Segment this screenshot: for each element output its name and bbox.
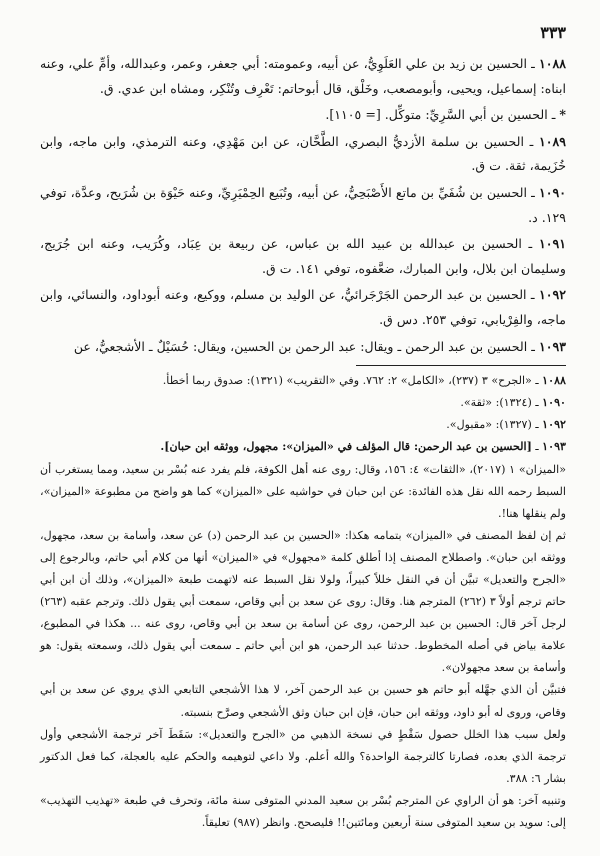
entry-number: ١٠٩١ [538,236,566,252]
main-entries [40,52,566,359]
footnote-text: «الميزان» ١ (٢٠١٧)، «الثقات» ٤: ١٥٦، وقال: روى عنه أهل الكوفة، فلم يفرد عنه بُسْر بن سعيد، ومما يستغرب أن السبط رحمه الله نقل هذه الفائدة: عن ابن حبان في حواشيه على «الميزان» كما هو واضح من مطبوعة «الميزان»، ولم ينقلها هنا!. [40,462,566,520]
footnote: ١٠٨٨ ـ «الجرح» ٣ (٢٣٧)، «الكامل» ٢: ٧٦٢. وفي «التقريب» (١٣٢١): صدوق ربما أخطأ. [162,374,566,388]
entry-text: الحسين بن عبدالله بن عبيد الله بن عباس، عن ربيعة بن عِبَاد، وكُرَيب، وعنه ابن جُرَيج، وسليمان ابن بلال، وابن المبارك، ضعَّفوه، توفي ١٤١. ت ق. [40,236,566,276]
footnote-number: ١٠٩٢ [542,418,566,432]
footnote: ١٠٩٣ ـ [الحسين بن عبد الرحمن: قال المؤلف في «الميزان»: مجهول، ووثقه ابن حبان]. [160,440,566,454]
footnotes [40,370,566,834]
footnote-paragraph [40,459,566,525]
footnote-heading: [الحسين بن عبد الرحمن: قال المؤلف في «الميزان»: مجهول، ووثقه ابن حبان]. [160,440,532,454]
entry-number: ١٠٩٠ [538,184,566,200]
footnote-text: فتبيَّن أن الذي جهَّله أبو حاتم هو حسين بن عبد الرحمن آخر، لا هذا الأشجعي التابعي الذي يروي عن سعد بن أبي وقاص، وروى له أبو داود، ووثقه ابن حبان، فإن ابن حبان وثق الأشجعي وصرَّح بنسبته. [40,683,566,719]
footnote-paragraph [40,724,566,790]
footnote-text: (١٣٢٧): «مقبول». [446,418,532,432]
page-number: ٣٣٣ [540,23,566,42]
footnote-text: (١٣٢٤): «ثقة». [460,396,532,410]
footnote-text: ثم إن لفظ المصنف في «الميزان» بتمامه هكذا: «الحسين بن عبد الرحمن (د) عن سعد، وأسامة بن سعد، مجهول، ووثقه ابن حبان». واصطلاح المصنف إذا أطلق كلمة «مجهول» في «الميزان» أنها من كلام أبي حاتم، وبالرجوع إلى «الجرح والتعديل» تبيَّن أن في النقل خللاً كبيراً، ولولا نقل السبط عنه لاتهمت طبعة «الميزان»، وذلك أن ابن أبي حاتم ترجم أولاً ٣ (٢٦٢) المترجم هنا. وقال: روى عن سعد بن أبي وقاص، سمعت أبي يقول ذلك. وترجم عقبه (٢٦٣) لرجل آخر قال: الحسين بن عبد الرحمن، روى عن أسامة بن سعد بن أبي وقاص، روى عنه ... هكذا في المطبوع، علامة بياض في أصله المخطوط. حدثنا عبد الرحمن، هو ابن أبي حاتم ـ سمعت أبي يقول ذلك، وسمعته يقول: هو وأسامة بن سعد مجهولان». [40,528,566,675]
entry: ١٠٨٩ ـ الحسين بن سلمة الأزديُّ البصري، الطَّحَّان، عن ابن مَهْدِي، وعنه الترمذي، وابن ماجه، وابن خُزَيمة، ثقة. ت ق. [40,133,566,174]
entry: ١٠٨٨ ـ الحسين بن زيد بن علي العَلَوِيُّ، عن أبيه، وعمومته: أبي جعفر، وعمر، وعبدالله، وأمِّ علي، وعنه ابناه: إسماعيل، ويحيى، وأبومصعب، وخَلْق، قال أبوحاتم: تَعْرِف وتُنْكِر، ومشاه ابن عدي. ق. [40,56,566,96]
entry-text: الحسين بن سلمة الأزديُّ البصري، الطَّحَّان، عن ابن مَهْدِي، وعنه الترمذي، وابن ماجه، وابن خُزَيمة، ثقة. ت ق. [40,133,566,174]
entry-text: الحسين بن أبي السَّرِيِّ: متوكِّل. [= ١١٠٥]. [325,107,548,123]
entry-text: الحسين بن عبد الرحمن الجَرْجَرائيُّ، عن الوليد بن مسلم، ووكيع، وعنه أبوداود، والنسائي، وابن ماجه، والفِرْيابي، توفي ٢٥٣. دس ق. [40,287,566,327]
footnote-number: ١٠٩٠ [542,396,566,410]
asterisk-marker: * [559,107,566,123]
entry-number: ١٠٨٩ [538,133,566,149]
footnote: ١٠٩٢ ـ (١٣٢٧): «مقبول». [446,418,566,432]
footnote-number: ١٠٨٨ [542,374,566,388]
footnote-text: ولعل سبب هذا الخلل حصول سَقْطٍ في نسخة الذهبي من «الجرح والتعديل»: سَقَطَ آخر ترجمة الأشجعي وأول ترجمة الذي بعده، فصارتا كالترجمة الواحدة؟ والله أعلم. ولا داعي لتوهيمه والحكم عليه بالعجلة، كما فعل الدكتور بشار ٦: ٣٨٨. [40,727,566,785]
footnote-paragraph [40,525,566,680]
entry-number: ١٠٩٢ [538,287,566,303]
footnote-number: ١٠٩٣ [542,440,566,454]
entry: ١٠٩٣ ـ الحسين بن عبد الرحمن ـ ويقال: عبد الرحمن بن الحسين، ويقال: حُسَيْلٌ ـ الأشجعيُّ، عن [73,338,566,354]
entry-number: ١٠٨٨ [538,56,566,71]
footnote-text: «الجرح» ٣ (٢٣٧)، «الكامل» ٢: ٧٦٢. وفي «التقريب» (١٣٢١): صدوق ربما أخطأ. [162,374,532,388]
cross-reference-entry: * ـ الحسين بن أبي السَّرِيِّ: متوكِّل. [= ١١٠٥]. [325,107,566,123]
entry-text: الحسين بن شُفَيِّ بن ماتع الأَصْبَحِيُّ، عن أبيه، وتُبَيع الحِمْيَرِيِّ، وعنه حَيْوَة بن شُرَيح، وعدَّة، توفي ١٢٩. د. [40,184,566,225]
footnote-paragraph [40,790,566,834]
footnote: ١٠٩٠ ـ (١٣٢٤): «ثقة». [460,396,566,410]
footnote-paragraph [40,679,566,723]
entry: ١٠٩١ ـ الحسين بن عبدالله بن عبيد الله بن عباس، عن ربيعة بن عِبَاد، وكُرَيب، وعنه ابن جُرَيج، وسليمان ابن بلال، وابن المبارك، ضعَّفوه، توفي ١٤١. ت ق. [40,236,566,276]
footnote-text: وتنبيه آخر: هو أن الراوي عن المترجم بُسْر بن سعيد المدني المتوفى سنة مائة، وتحرف في طبعة «تهذيب التهذيب» إلى: سويد بن سعيد المتوفى سنة أربعين ومائتين!! فليصحح. وانظر (٩٨٧) تعليقاً. [40,793,566,829]
entry: ١٠٩٢ ـ الحسين بن عبد الرحمن الجَرْجَرائيُّ، عن الوليد بن مسلم، ووكيع، وعنه أبوداود، والنسائي، وابن ماجه، والفِرْيابي، توفي ٢٥٣. دس ق. [40,287,566,327]
entry-text: الحسين بن عبد الرحمن ـ ويقال: عبد الرحمن بن الحسين، ويقال: حُسَيْلٌ ـ الأشجعيُّ، عن [73,338,528,354]
footnote-separator [356,365,566,366]
entry-text: الحسين بن زيد بن علي العَلَوِيُّ، عن أبيه، وعمومته: أبي جعفر، وعمر، وعبدالله، وأمِّ علي، وعنه ابناه: إسماعيل، ويحيى، وأبومصعب، وخَلْق، قال أبوحاتم: تَعْرِف وتُنْكِر، ومشاه ابن عدي. ق. [40,56,566,96]
entry-number: ١٠٩٣ [538,338,566,354]
entry: ١٠٩٠ ـ الحسين بن شُفَيِّ بن ماتع الأَصْبَحِيُّ، عن أبيه، وتُبَيع الحِمْيَرِيِّ، وعنه حَيْوَة بن شُرَيح، وعدَّة، توفي ١٢٩. د. [40,184,566,225]
